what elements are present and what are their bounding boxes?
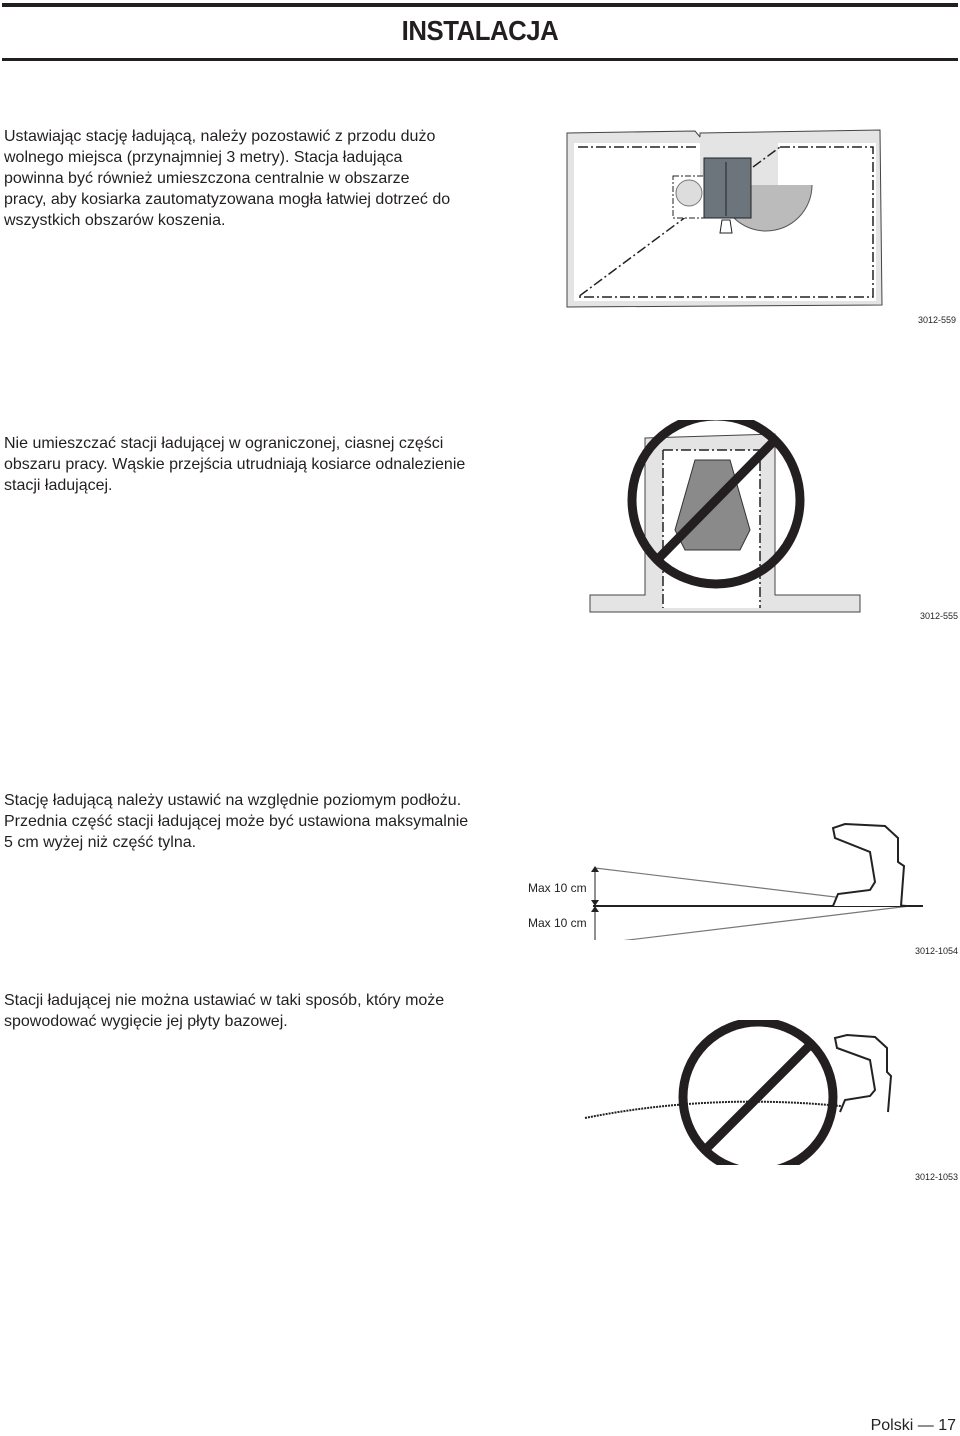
figure-station-placement: [560, 125, 890, 315]
paragraph-base-plate: Stacji ładującej nie można ustawiać w taki sposób, który może spowodować wygięcie jej płyty bazowej.: [4, 992, 445, 1030]
paragraph-narrow-area: Nie umieszczać stacji ładującej w ograniczonej, ciasnej części obszaru pracy. Wąskie przejścia utrudniają kosiarce odnalezienie stacji ładującej.: [4, 435, 466, 494]
figure-slope-limits: [520, 810, 940, 940]
figure-bent-baseplate-prohibited: [575, 1020, 935, 1165]
figure-code: 3012-1053: [915, 1172, 959, 1182]
footer-separator: —: [917, 1417, 934, 1434]
figure-code: 3012-559: [918, 315, 957, 325]
figure-code: 3012-1054: [915, 946, 959, 956]
paragraph-level-ground: Stację ładującą należy ustawić na względnie poziomym podłożu. Przednia część stacji ładującej może być ustawiona maksymalnie 5 cm wyżej niż część tylna.: [4, 792, 469, 851]
slope-label-upper: Max 10 cm: [528, 881, 587, 895]
page-number: 17: [938, 1417, 956, 1434]
header-bottom-rule: [2, 58, 958, 61]
header-top-rule: [2, 3, 958, 7]
paragraph-placement-center: Ustawiając stację ładującą, należy pozostawić z przodu dużo wolnego miejsca (przynajmniej 3 metry). Stacja ładująca powinna być również umieszczona centralnie w obszarze pracy, aby kosiarka zautomatyzowana mogła łatwiej dotrzeć do wszystkich obszarów koszenia.: [4, 128, 451, 229]
slope-label-lower: Max 10 cm: [528, 916, 587, 930]
figure-code: 3012-555: [920, 611, 959, 621]
figure-narrow-passage-prohibited: [585, 420, 865, 615]
footer-language: Polski: [870, 1417, 914, 1434]
page-title: INSTALACJA: [401, 15, 559, 46]
page-footer: [871, 1417, 956, 1435]
